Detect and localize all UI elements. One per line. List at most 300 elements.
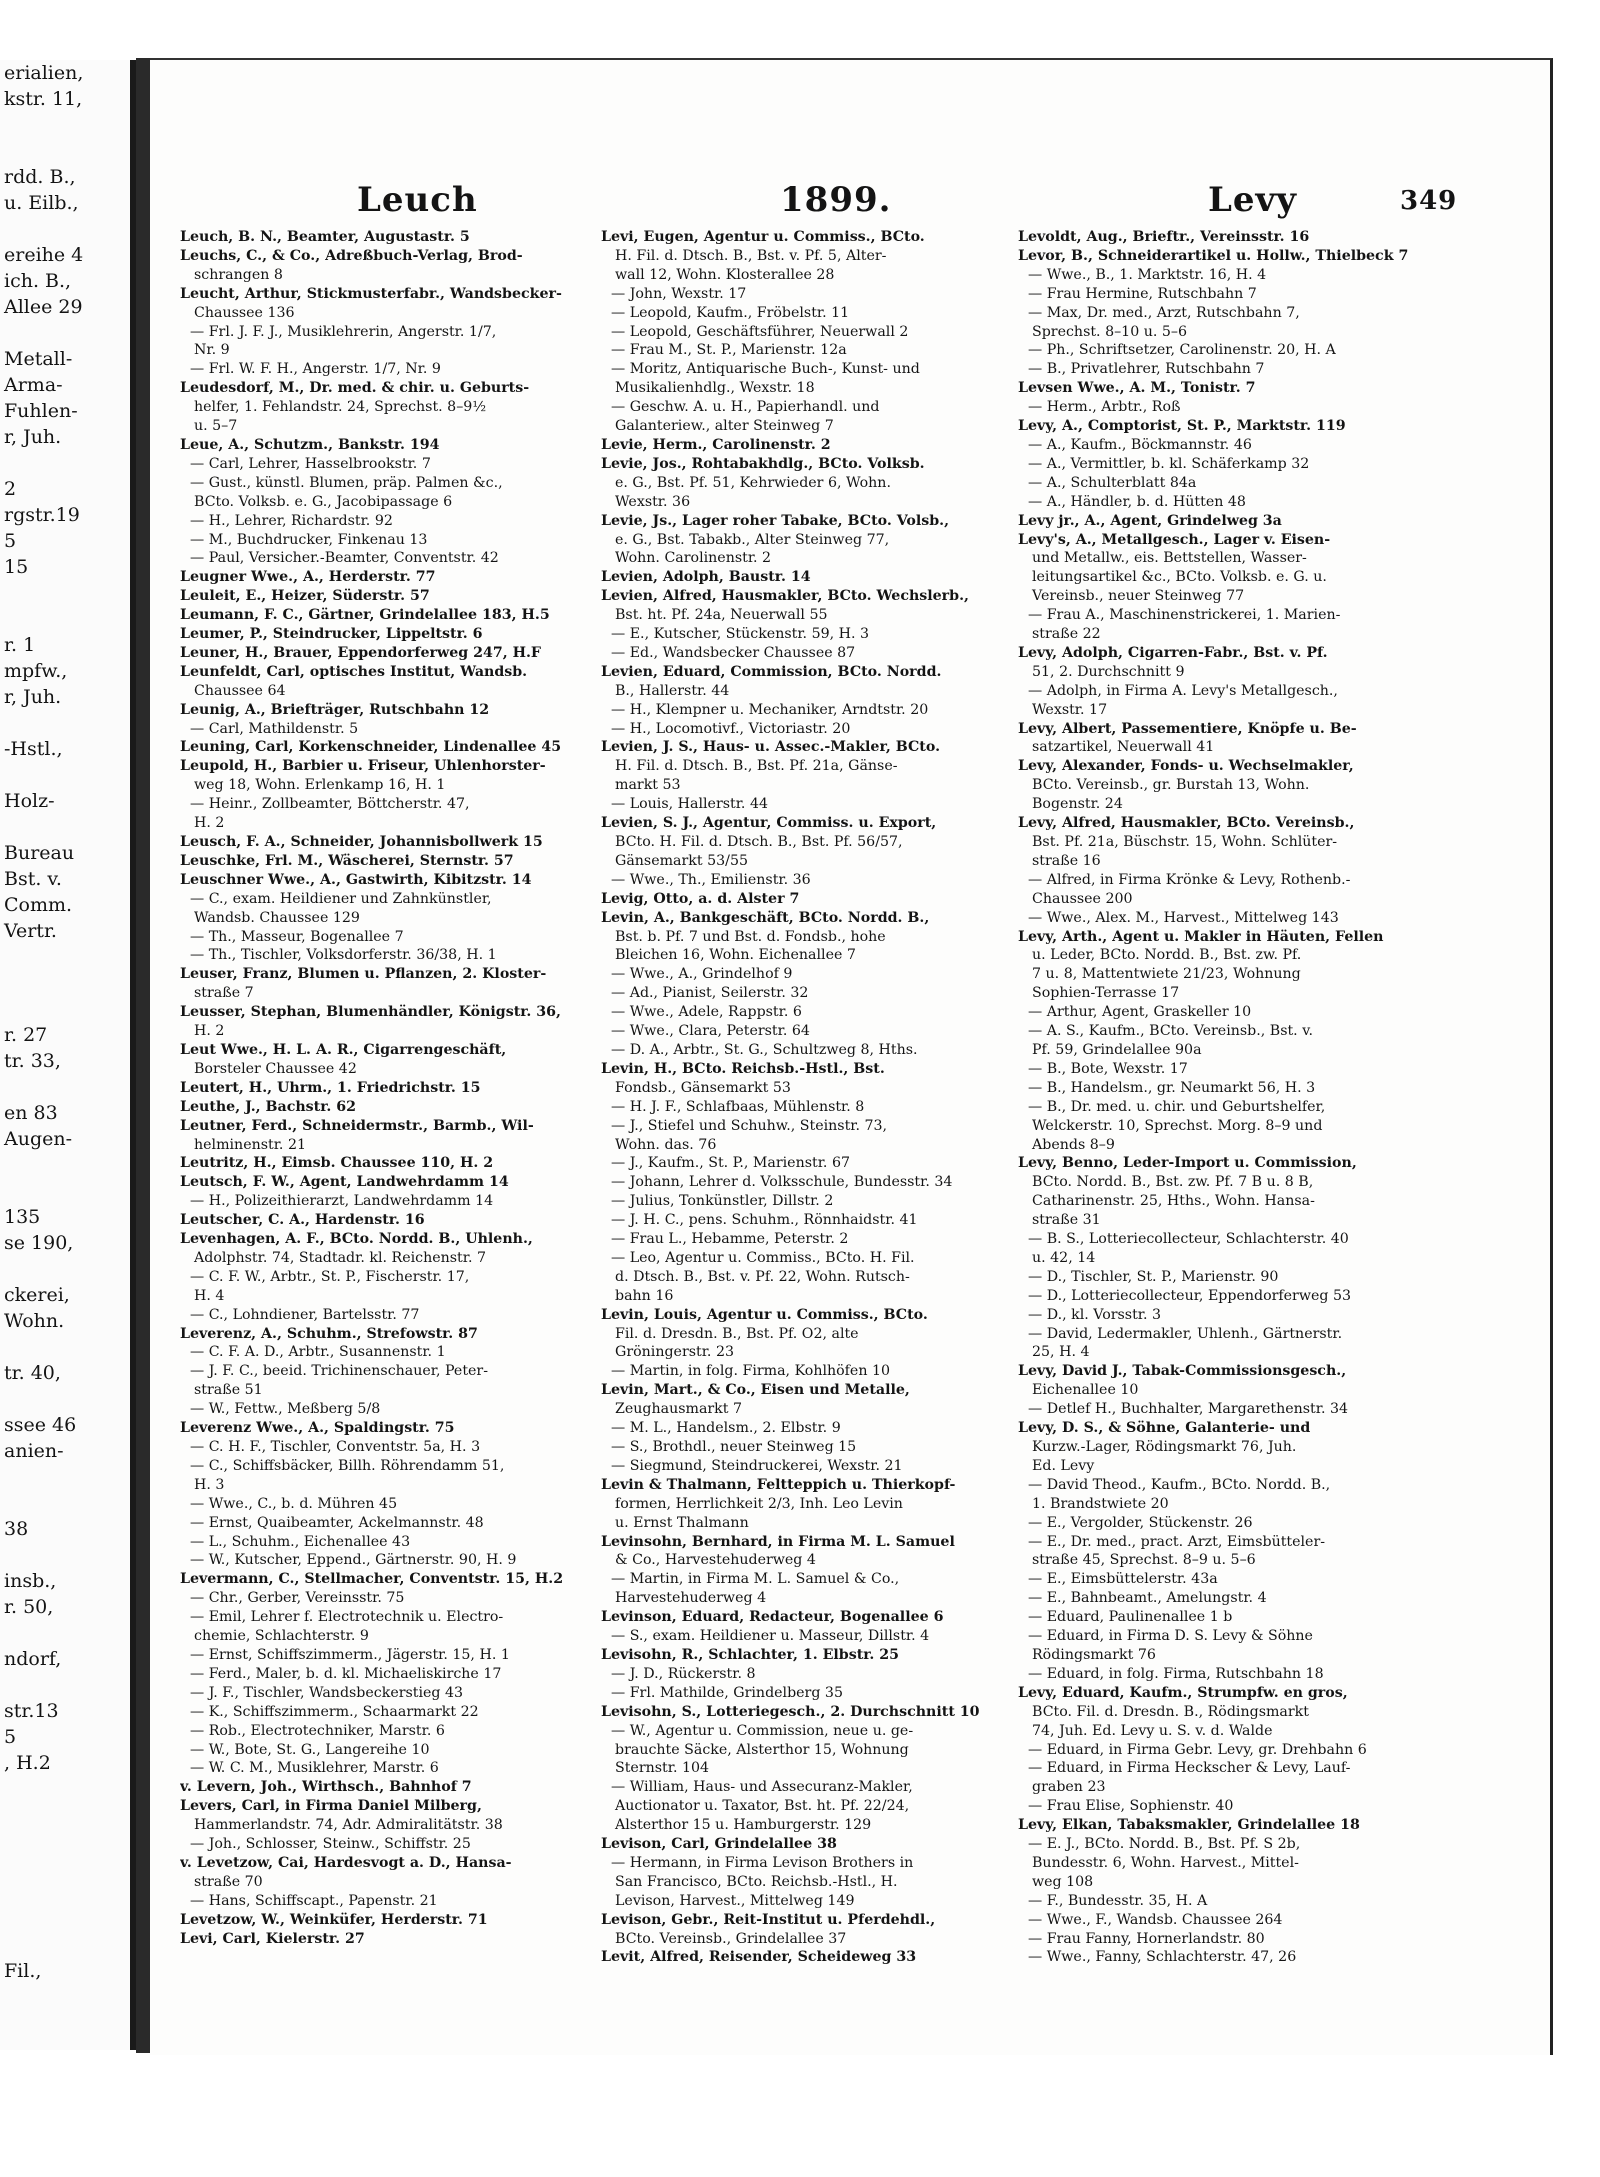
directory-entry-line: 1. Brandstwiete 20 [1032, 1495, 1169, 1512]
directory-entry-line: Leuser, Franz, Blumen u. Pflanzen, 2. Kloster- [180, 966, 547, 983]
directory-entry-line: Levie, Js., Lager roher Tabake, BCto. Volsb., [601, 512, 950, 529]
directory-entry-line: straße 45, Sprechst. 8–9 u. 5–6 [1032, 1552, 1256, 1569]
facing-page-line: ssee 46 [4, 1414, 77, 1436]
directory-entry-line: Levy, Benno, Leder-Import u. Commission, [1018, 1155, 1357, 1172]
directory-entry-line: — W. C. M., Musiklehrer, Marstr. 6 [190, 1760, 439, 1777]
directory-entry-line: e. G., Bst. Tabakb., Alter Steinweg 77, [615, 531, 890, 548]
directory-entry-line: B., Hallerstr. 44 [615, 682, 730, 699]
facing-page-line [0, 1178, 130, 1204]
directory-entry-line: Wexstr. 36 [615, 493, 691, 510]
facing-page-line: erialien, [4, 62, 84, 84]
directory-entry-line: BCto. Vereinsb., Grindelallee 37 [615, 1930, 847, 1947]
directory-entry-line: Bst. Pf. 21a, Büschstr. 15, Wohn. Schlüter- [1032, 834, 1338, 850]
facing-page-line [0, 1854, 130, 1880]
directory-entry-line: Levien, Eduard, Commission, BCto. Nordd. [601, 663, 942, 680]
facing-page-line: ndorf, [4, 1648, 62, 1670]
scan-top-margin [0, 0, 1600, 55]
directory-entry-line: und Metallw., eis. Bettstellen, Wasser- [1032, 550, 1307, 567]
directory-entry-line: — Th., Masseur, Bogenallee 7 [190, 928, 404, 945]
directory-entry-line: — H., Klempner u. Mechaniker, Arndtstr. 20 [611, 701, 929, 718]
running-head-left: Leuch [357, 180, 478, 220]
directory-column-left [180, 228, 585, 2028]
directory-entry-line: Vereinsb., neuer Steinweg 77 [1032, 588, 1245, 605]
directory-entry-line: — W., Fettw., Meßberg 5/8 [190, 1401, 381, 1418]
directory-entry-line: — Hans, Schiffscapt., Papenstr. 21 [190, 1892, 438, 1909]
directory-entry-line: — Frau M., St. P., Marienstr. 12a [611, 342, 847, 359]
directory-entry-line: San Francisco, BCto. Reichsb.-Hstl., H. [615, 1873, 898, 1890]
directory-entry-line: straße 16 [1032, 852, 1101, 869]
directory-entry-line: — Ed., Wandsbecker Chaussee 87 [611, 644, 856, 661]
directory-entry-line: — Eduard, in Firma Gebr. Levy, gr. Drehbahn 6 [1028, 1741, 1367, 1758]
facing-page-line: Fil., [4, 1960, 42, 1982]
directory-entry-line: — Eduard, in folg. Firma, Rutschbahn 18 [1028, 1665, 1324, 1682]
directory-entry-line: Zeughausmarkt 7 [615, 1401, 743, 1418]
facing-page-line [0, 1334, 130, 1360]
directory-entry-line: — M., Buchdrucker, Finkenau 13 [190, 531, 428, 548]
directory-entry-line: — H., Polizeithierarzt, Landwehrdamm 14 [190, 1193, 494, 1210]
directory-entry-line: — B., Privatlehrer, Rutschbahn 7 [1028, 361, 1265, 378]
directory-entry-line: — Wwe., Alex. M., Harvest., Mittelweg 143 [1028, 909, 1339, 926]
directory-entry-line: — E. J., BCto. Nordd. B., Bst. Pf. S 2b, [1028, 1836, 1301, 1853]
directory-entry-line: — W., Bote, St. G., Langereihe 10 [190, 1741, 430, 1758]
directory-entry-line: — L., Schuhm., Eichenallee 43 [190, 1533, 411, 1550]
directory-entry-line: — Eduard, Paulinenallee 1 b [1028, 1609, 1233, 1626]
facing-page-line [0, 1906, 130, 1932]
directory-entry-line: — C., Lohndiener, Bartelsstr. 77 [190, 1306, 420, 1323]
directory-entry-line: Levin, Mart., & Co., Eisen und Metalle, [601, 1382, 910, 1399]
directory-entry-line: Leunig, A., Briefträger, Rutschbahn 12 [180, 701, 490, 718]
directory-entry-line: Fondsb., Gänsemarkt 53 [615, 1079, 791, 1096]
directory-entry-line: — Leo, Agentur u. Commiss., BCto. H. Fil. [611, 1249, 915, 1266]
directory-entry-line: Levinson, Eduard, Redacteur, Bogenallee 6 [601, 1609, 944, 1626]
directory-entry-line: Levy, David J., Tabak-Commissionsgesch., [1018, 1363, 1347, 1380]
directory-entry-line: weg 18, Wohn. Erlenkamp 16, H. 1 [194, 777, 446, 794]
directory-entry-line: — A., Schulterblatt 84a [1028, 474, 1197, 491]
directory-entry-line: Levinsohn, Bernhard, in Firma M. L. Samuel [601, 1533, 955, 1550]
directory-entry-line: — Leopold, Geschäftsführer, Neuerwall 2 [611, 323, 909, 340]
facing-page-line: u. Eilb., [4, 192, 79, 214]
directory-entry-line: 25, H. 4 [1032, 1344, 1090, 1361]
directory-entry-line: — Frau Hermine, Rutschbahn 7 [1028, 285, 1257, 302]
directory-entry-line: Sternstr. 104 [615, 1760, 710, 1777]
directory-entry-line: — Wwe., B., 1. Marktstr. 16, H. 4 [1028, 266, 1267, 283]
directory-entry-line: Levoldt, Aug., Brieftr., Vereinsstr. 16 [1018, 229, 1310, 245]
directory-entry-line: — Joh., Schlosser, Steinw., Schiffstr. 25 [190, 1836, 471, 1853]
directory-entry-line: Levy, D. S., & Söhne, Galanterie- und [1018, 1420, 1311, 1437]
directory-entry-line: Levetzow, W., Weinküfer, Herderstr. 71 [180, 1911, 488, 1928]
directory-entry-line: Auctionator u. Taxator, Bst. ht. Pf. 22/24, [615, 1798, 910, 1815]
directory-entry-line: — Wwe., Th., Emilienstr. 36 [611, 871, 811, 888]
directory-entry-line: — H., Lehrer, Richardstr. 92 [190, 512, 393, 529]
facing-page-line [0, 1386, 130, 1412]
directory-entry-line: — C. H. F., Tischler, Conventstr. 5a, H. 3 [190, 1439, 481, 1455]
directory-entry-line: Levien, S. J., Agentur, Commiss. u. Export, [601, 815, 937, 832]
directory-entry-line: — J. H. C., pens. Schuhm., Rönnhaidstr. 41 [611, 1212, 918, 1229]
facing-page-line: ich. B., [4, 270, 72, 292]
facing-page-line: tr. 40, [4, 1362, 61, 1384]
directory-entry-line: — A., Händler, b. d. Hütten 48 [1028, 493, 1246, 510]
directory-entry-line: — Frau Fanny, Hornerlandstr. 80 [1028, 1930, 1265, 1947]
directory-entry-line: — Wwe., A., Grindelhof 9 [611, 966, 793, 983]
directory-entry-line: Levin & Thalmann, Feltteppich u. Thierkopf- [601, 1476, 956, 1493]
directory-entry-line: — Johann, Lehrer d. Volksschule, Bundesstr. 34 [611, 1174, 953, 1191]
directory-entry-line: Pf. 59, Grindelallee 90a [1032, 1041, 1202, 1058]
directory-entry-line: Levisohn, R., Schlachter, 1. Elbstr. 25 [601, 1646, 900, 1663]
directory-entry-line: — D., kl. Vorsstr. 3 [1028, 1306, 1162, 1323]
directory-entry-line: — Heinr., Zollbeamter, Böttcherstr. 47, [190, 796, 470, 813]
directory-entry-line: Leumer, P., Steindrucker, Lippeltstr. 6 [180, 626, 483, 643]
directory-entry-line: — W., Agentur u. Commission, neue u. ge- [611, 1722, 914, 1739]
directory-entry-line: H. 3 [194, 1476, 225, 1493]
directory-entry-line: — Frau L., Hebamme, Peterstr. 2 [611, 1231, 849, 1248]
directory-entry-line: — Leopold, Kaufm., Fröbelstr. 11 [611, 304, 850, 321]
directory-entry-line: Rödingsmarkt 76 [1032, 1646, 1156, 1663]
directory-entry-line: Levor, B., Schneiderartikel u. Hollw., Thielbeck 7 [1018, 247, 1409, 264]
directory-entry-line: Levy, A., Comptorist, St. P., Marktstr. 119 [1018, 418, 1346, 435]
facing-page-line: Allee 29 [4, 296, 83, 318]
directory-entry-line: u. Leder, BCto. Nordd. B., Bst. zw. Pf. [1032, 947, 1302, 964]
directory-entry-line: Levy, Adolph, Cigarren-Fabr., Bst. v. Pf. [1018, 644, 1328, 661]
directory-entry-line: — D., Lotteriecollecteur, Eppendorferweg 53 [1028, 1287, 1352, 1304]
directory-entry-line: Leverenz Wwe., A., Spaldingstr. 75 [180, 1420, 455, 1437]
directory-entry-line: — E., Eimsbüttelerstr. 43a [1028, 1571, 1218, 1588]
directory-entry-line: Levien, J. S., Haus- u. Assec.-Makler, BCto. [601, 739, 941, 756]
directory-entry-line: 7 u. 8, Mattentwiete 21/23, Wohnung [1032, 966, 1301, 983]
facing-page-line [0, 450, 130, 476]
facing-page-line [0, 762, 130, 788]
directory-entry-line: Leverenz, A., Schuhm., Strefowstr. 87 [180, 1325, 478, 1342]
directory-entry-line: formen, Herrlichkeit 2/3, Inh. Leo Levin [615, 1495, 903, 1512]
directory-entry-line: BCto. Fil. d. Dresdn. B., Rödingsmarkt [1032, 1703, 1309, 1720]
facing-page-line: Fuhlen- [4, 400, 78, 422]
directory-entry-line: — Frl. Mathilde, Grindelberg 35 [611, 1684, 843, 1701]
directory-entry-line: Bundesstr. 6, Wohn. Harvest., Mittel- [1032, 1854, 1299, 1871]
facing-page-line [0, 1932, 130, 1958]
facing-page-line: kstr. 11, [4, 88, 83, 110]
directory-entry-line: Leusser, Stephan, Blumenhändler, Königstr. 36, [180, 1004, 561, 1021]
directory-entry-line: Levison, Carl, Grindelallee 38 [601, 1836, 837, 1853]
directory-entry-line: Levie, Herm., Carolinenstr. 2 [601, 436, 831, 453]
page-number: 349 [1400, 186, 1458, 216]
running-head-year: 1899. [780, 180, 892, 220]
directory-entry-line: Levermann, C., Stellmacher, Conventstr. 15, H.2 [180, 1571, 564, 1588]
directory-entry-line: — M. L., Handelsm., 2. Elbstr. 9 [611, 1420, 841, 1437]
directory-entry-line: Levy, Alfred, Hausmakler, BCto. Vereinsb., [1018, 815, 1355, 832]
directory-entry-line: H. 2 [194, 1023, 225, 1040]
directory-entry-line: — S., exam. Heildiener u. Masseur, Dillstr. 4 [611, 1628, 930, 1645]
facing-page-line [0, 710, 130, 736]
directory-entry-line: Wexstr. 17 [1032, 701, 1108, 718]
directory-entry-line: H. 4 [194, 1287, 225, 1304]
facing-page-line: rdd. B., [4, 166, 76, 188]
directory-entry-line: — D. A., Arbtr., St. G., Schultzweg 8, Hths. [611, 1041, 918, 1058]
directory-entry-line: — W., Kutscher, Eppend., Gärtnerstr. 90, H. 9 [190, 1552, 517, 1569]
directory-entry-line: — C. F. W., Arbtr., St. P., Fischerstr. 17, [190, 1268, 470, 1285]
facing-page-line: r. 27 [4, 1024, 48, 1046]
directory-entry-line: e. G., Bst. Pf. 51, Kehrwieder 6, Wohn. [615, 474, 891, 491]
directory-entry-line: Welckerstr. 10, Sprechst. Morg. 8–9 und [1032, 1117, 1323, 1134]
facing-page-line [0, 1464, 130, 1490]
directory-entry-line: — Frau Elise, Sophienstr. 40 [1028, 1798, 1234, 1815]
directory-entry-line: Levy, Eduard, Kaufm., Strumpfw. en gros, [1018, 1684, 1348, 1701]
directory-entry-line: Levien, Alfred, Hausmakler, BCto. Wechslerb., [601, 588, 969, 605]
directory-entry-line: Levison, Gebr., Reit-Institut u. Pferdehdl., [601, 1911, 936, 1928]
directory-entry-line: Levenhagen, A. F., BCto. Nordd. B., Uhlenh., [180, 1231, 533, 1248]
facing-page-line: Metall- [4, 348, 73, 370]
directory-entry-line: — J. F. C., beeid. Trichinenschauer, Peter- [190, 1363, 488, 1380]
directory-entry-line: 74, Juh. Ed. Levy u. S. v. d. Walde [1032, 1722, 1273, 1739]
facing-page-line: r. 50, [4, 1596, 54, 1618]
directory-entry-line: Bogenstr. 24 [1032, 796, 1123, 813]
directory-entry-line: — Carl, Mathildenstr. 5 [190, 720, 359, 737]
directory-entry-line: Leue, A., Schutzm., Bankstr. 194 [180, 436, 440, 453]
directory-entry-line: Levy's, A., Metallgesch., Lager v. Eisen- [1018, 531, 1331, 548]
facing-page-line: Arma- [4, 374, 63, 396]
directory-entry-line: schrangen 8 [194, 266, 283, 283]
directory-entry-line: Nr. 9 [194, 342, 230, 359]
directory-entry-line: d. Dtsch. B., Bst. v. Pf. 22, Wohn. Rutsch- [615, 1268, 910, 1285]
facing-page-line: anien- [4, 1440, 64, 1462]
directory-entry-line: Galanteriew., alter Steinweg 7 [615, 418, 834, 435]
directory-entry-line: Alsterthor 15 u. Hamburgerstr. 129 [615, 1817, 872, 1834]
facing-page-line: , H.2 [4, 1752, 51, 1774]
facing-page-line [0, 138, 130, 164]
directory-entry-line: Leudesdorf, M., Dr. med. & chir. u. Geburts- [180, 380, 530, 397]
directory-entry-line: Levin, A., Bankgeschäft, BCto. Nordd. B., [601, 909, 930, 926]
directory-entry-line: H. 2 [194, 815, 225, 832]
facing-page-line: Augen- [4, 1128, 73, 1150]
facing-page-line: Bst. v. [4, 868, 62, 890]
directory-entry-line: H. Fil. d. Dtsch. B., Bst. v. Pf. 5, Alter- [615, 247, 887, 264]
directory-entry-line: Levien, Adolph, Baustr. 14 [601, 569, 811, 586]
directory-entry-line: graben 23 [1032, 1779, 1106, 1796]
directory-entry-line: BCto. Nordd. B., Bst. zw. Pf. 7 B u. 8 B, [1032, 1174, 1314, 1191]
directory-entry-line: BCto. Vereinsb., gr. Burstah 13, Wohn. [1032, 777, 1310, 794]
directory-entry-line: Leucht, Arthur, Stickmusterfabr., Wandsbecker- [180, 285, 562, 302]
directory-entry-line: — Alfred, in Firma Krönke & Levy, Rothenb.- [1028, 871, 1351, 888]
directory-entry-line: Levsen Wwe., A. M., Tonistr. 7 [1018, 380, 1256, 397]
directory-entry-line: BCto. Volksb. e. G., Jacobipassage 6 [194, 493, 453, 510]
directory-entry-line: — Adolph, in Firma A. Levy's Metallgesch., [1028, 682, 1338, 699]
directory-entry-line: — John, Wexstr. 17 [611, 285, 747, 302]
directory-entry-line: Gröningerstr. 23 [615, 1344, 735, 1361]
directory-entry-line: — Chr., Gerber, Vereinsstr. 75 [190, 1590, 405, 1607]
directory-entry-line: straße 7 [194, 985, 254, 1002]
directory-entry-line: — Frl. W. F. H., Angerstr. 1/7, Nr. 9 [190, 361, 441, 378]
facing-page-line [0, 1620, 130, 1646]
facing-page-line [0, 1672, 130, 1698]
directory-entry-line: Levy, Arth., Agent u. Makler in Häuten, Fellen [1018, 928, 1384, 945]
facing-page-line [0, 1776, 130, 1802]
directory-entry-line: — Ernst, Schiffszimmerm., Jägerstr. 15, H. 1 [190, 1646, 510, 1663]
directory-entry-line: — H. J. F., Schlafbaas, Mühlenstr. 8 [611, 1098, 865, 1115]
directory-entry-line: — Wwe., Fanny, Schlachterstr. 47, 26 [1028, 1949, 1297, 1966]
directory-entry-line: Gänsemarkt 53/55 [615, 852, 748, 869]
facing-page-line: ckerei, [4, 1284, 70, 1306]
directory-entry-line: Levi, Eugen, Agentur u. Commiss., BCto. [601, 229, 925, 245]
directory-entry-line: Levisohn, S., Lotteriegesch., 2. Durchschnitt 10 [601, 1703, 980, 1720]
directory-entry-line: Levit, Alfred, Reisender, Scheideweg 33 [601, 1949, 917, 1966]
directory-entry-line: Levy, Elkan, Tabaksmakler, Grindelallee 18 [1018, 1817, 1360, 1834]
facing-page-line [0, 1074, 130, 1100]
directory-entry-line: — Louis, Hallerstr. 44 [611, 796, 768, 813]
directory-entry-line: Ed. Levy [1032, 1457, 1095, 1474]
directory-entry-line: Levison, Harvest., Mittelweg 149 [615, 1892, 855, 1909]
directory-entry-line: — A., Kaufm., Böckmannstr. 46 [1028, 436, 1252, 453]
facing-page-line: en 83 [4, 1102, 58, 1124]
directory-entry-line: — B., Dr. med. u. chir. und Geburtshelfer, [1028, 1098, 1326, 1115]
directory-entry-line: — Martin, in folg. Firma, Kohlhöfen 10 [611, 1363, 891, 1380]
directory-entry-line: Hammerlandstr. 74, Adr. Admiralitätstr. 38 [194, 1817, 503, 1834]
directory-entry-line: brauchte Säcke, Alsterthor 15, Wohnung [615, 1741, 909, 1758]
directory-entry-line: — Wwe., Clara, Peterstr. 64 [611, 1023, 810, 1040]
facing-page-line [0, 944, 130, 970]
directory-entry-line: — Julius, Tonkünstler, Dillstr. 2 [611, 1193, 834, 1210]
directory-entry-line: Fil. d. Dresdn. B., Bst. Pf. O2, alte [615, 1325, 859, 1342]
directory-entry-line: — S., Brothdl., neuer Steinweg 15 [611, 1439, 857, 1455]
directory-entry-line: — Wwe., Adele, Rappstr. 6 [611, 1004, 802, 1021]
directory-entry-line: Leusch, F. A., Schneider, Johannisbollwerk 15 [180, 834, 543, 850]
directory-entry-line: Sophien-Terrasse 17 [1032, 985, 1180, 1002]
directory-entry-line: Leupold, H., Barbier u. Friseur, Uhlenhorster- [180, 758, 546, 775]
directory-entry-line: — E., Dr. med., pract. Arzt, Eimsbütteler- [1028, 1533, 1326, 1550]
directory-entry-line: chemie, Schlachterstr. 9 [194, 1628, 369, 1645]
directory-entry-line: — E., Kutscher, Stückenstr. 59, H. 3 [611, 626, 870, 643]
directory-entry-line: — K., Schiffszimmerm., Schaarmarkt 22 [190, 1703, 479, 1720]
facing-page-line: 15 [4, 556, 29, 578]
facing-page-line: r. 1 [4, 634, 36, 656]
facing-page-line: Bureau [4, 842, 75, 864]
directory-entry-line: — Detlef H., Buchhalter, Margarethenstr. 34 [1028, 1401, 1349, 1418]
directory-entry-line: — Frau A., Maschinenstrickerei, 1. Marien- [1028, 607, 1341, 624]
directory-entry-line: Bst. ht. Pf. 24a, Neuerwall 55 [615, 607, 828, 624]
directory-entry-line: — H., Locomotivf., Victoriastr. 20 [611, 720, 851, 737]
facing-page-line [0, 320, 130, 346]
directory-entry-line: bahn 16 [615, 1287, 674, 1304]
directory-entry-line: — Carl, Lehrer, Hasselbrookstr. 7 [190, 455, 431, 472]
directory-entry-line: — Frl. J. F. J., Musiklehrerin, Angerstr. 1/7, [190, 323, 497, 340]
facing-page-line [0, 1152, 130, 1178]
directory-entry-line: — Emil, Lehrer f. Electrotechnik u. Electro- [190, 1609, 504, 1626]
directory-entry-line: Leuschke, Frl. M., Wäscherei, Sternstr. 57 [180, 852, 514, 869]
book-gutter [136, 58, 150, 2053]
directory-entry-line: BCto. H. Fil. d. Dtsch. B., Bst. Pf. 56/57, [615, 834, 903, 850]
facing-page-line: insb., [4, 1570, 57, 1592]
facing-page-line: 135 [4, 1206, 41, 1228]
directory-entry-line: Levin, H., BCto. Reichsb.-Hstl., Bst. [601, 1060, 885, 1077]
directory-entry-line: — Geschw. A. u. H., Papierhandl. und [611, 399, 880, 416]
facing-page-line: -Hstl., [4, 738, 63, 760]
directory-entry-line: — Ferd., Maler, b. d. kl. Michaeliskirche 17 [190, 1665, 502, 1682]
directory-entry-line: straße 22 [1032, 626, 1101, 643]
directory-entry-line: Leuschner Wwe., A., Gastwirth, Kibitzstr. 14 [180, 871, 532, 888]
directory-entry-line: Wandsb. Chaussee 129 [194, 909, 360, 926]
directory-entry-line: Levers, Carl, in Firma Daniel Milberg, [180, 1798, 482, 1815]
facing-page-line [0, 1542, 130, 1568]
facing-page-line [0, 814, 130, 840]
facing-page-line [0, 1880, 130, 1906]
directory-entry-line: — E., Bahnbeamt., Amelungstr. 4 [1028, 1590, 1267, 1607]
directory-entry-line: Bst. b. Pf. 7 und Bst. d. Fondsb., hohe [615, 928, 886, 945]
directory-entry-line: Harvestehuderweg 4 [615, 1590, 767, 1607]
directory-entry-line: — C. F. A. D., Arbtr., Susannenstr. 1 [190, 1344, 446, 1361]
directory-entry-line: markt 53 [615, 777, 681, 794]
facing-page-line: ereihe 4 [4, 244, 84, 266]
facing-page-line [0, 112, 130, 138]
facing-page-line [0, 996, 130, 1022]
directory-entry-line: — Hermann, in Firma Levison Brothers in [611, 1854, 914, 1871]
directory-entry-line: — A. S., Kaufm., BCto. Vereinsb., Bst. v. [1028, 1023, 1314, 1040]
facing-page-line: r, Juh. [4, 686, 62, 708]
running-head-right: Levy [1208, 180, 1298, 220]
directory-entry-line: Wohn. Carolinenstr. 2 [615, 550, 772, 567]
directory-entry-line: Leutritz, H., Eimsb. Chaussee 110, H. 2 [180, 1155, 494, 1172]
directory-entry-line: — Herm., Arbtr., Roß [1028, 399, 1181, 416]
directory-entry-line: satzartikel, Neuerwall 41 [1032, 739, 1215, 756]
facing-page-line [0, 216, 130, 242]
directory-entry-line: Adolphstr. 74, Stadtadr. kl. Reichenstr. 7 [194, 1249, 487, 1266]
directory-entry-line: Levy, Alexander, Fonds- u. Wechselmakler, [1018, 758, 1354, 775]
facing-page-line: Holz- [4, 790, 55, 812]
directory-column-right [1018, 228, 1418, 2028]
facing-page-line: r, Juh. [4, 426, 62, 448]
directory-column-middle [601, 228, 1001, 2028]
directory-entry-line: Levin, Louis, Agentur u. Commiss., BCto. [601, 1306, 928, 1323]
directory-entry-line: Chaussee 64 [194, 682, 286, 699]
facing-page-line: rgstr.19 [4, 504, 80, 526]
facing-page-line: 5 [4, 530, 17, 552]
directory-entry-line: — Wwe., C., b. d. Mühren 45 [190, 1495, 398, 1512]
directory-entry-line: Leunfeldt, Carl, optisches Institut, Wandsb. [180, 663, 528, 680]
directory-entry-line: Chaussee 136 [194, 304, 295, 321]
directory-entry-line: — Gust., künstl. Blumen, präp. Palmen &c., [190, 474, 503, 491]
directory-entry-line: — Siegmund, Steindruckerei, Wexstr. 21 [611, 1457, 903, 1474]
directory-entry-line: — E., Vergolder, Stückenstr. 26 [1028, 1514, 1253, 1531]
directory-entry-line: — Paul, Versicher.-Beamter, Conventstr. 42 [190, 550, 499, 567]
directory-entry-line: Leutsch, F. W., Agent, Landwehrdamm 14 [180, 1174, 509, 1191]
directory-entry-line: leitungsartikel &c., BCto. Volksb. e. G. u. [1032, 569, 1327, 586]
directory-entry-line: straße 51 [194, 1382, 263, 1399]
directory-entry-line: u. Ernst Thalmann [615, 1514, 749, 1531]
directory-entry-line: Levy jr., A., Agent, Grindelweg 3a [1018, 512, 1282, 529]
directory-entry-line: Leuner, H., Brauer, Eppendorferweg 247, H.F [180, 644, 541, 661]
directory-entry-line: — Eduard, in Firma Heckscher & Levy, Lauf- [1028, 1760, 1351, 1777]
directory-entry-line: — Arthur, Agent, Graskeller 10 [1028, 1004, 1252, 1021]
directory-entry-line: v. Levetzow, Cai, Hardesvogt a. D., Hansa- [180, 1854, 512, 1871]
facing-page-fragment [0, 60, 136, 2050]
directory-entry-line: Levi, Carl, Kielerstr. 27 [180, 1930, 365, 1947]
directory-entry-line: — Ernst, Quaibeamter, Ackelmannstr. 48 [190, 1514, 484, 1531]
directory-entry-line: Chaussee 200 [1032, 890, 1133, 907]
directory-entry-line: 51, 2. Durchschnitt 9 [1032, 663, 1185, 680]
directory-entry-line: Kurzw.-Lager, Rödingsmarkt 76, Juh. [1032, 1439, 1297, 1455]
directory-entry-line: — J. F., Tischler, Wandsbeckerstieg 43 [190, 1684, 464, 1701]
directory-entry-line: — C., Schiffsbäcker, Billh. Röhrendamm 51, [190, 1457, 505, 1474]
directory-entry-line: weg 108 [1032, 1873, 1094, 1890]
directory-entry-line: straße 31 [1032, 1212, 1101, 1229]
directory-entry-line: — J., Kaufm., St. P., Marienstr. 67 [611, 1155, 850, 1172]
directory-entry-line: Levy, Albert, Passementiere, Knöpfe u. Be- [1018, 720, 1357, 737]
directory-entry-line: — Max, Dr. med., Arzt, Rutschbahn 7, [1028, 304, 1300, 321]
facing-page-line [0, 1802, 130, 1828]
facing-page-line: 2 [4, 478, 17, 500]
directory-entry-line: Levie, Jos., Rohtabakhdlg., BCto. Volksb. [601, 455, 925, 472]
directory-entry-line: — Rob., Electrotechniker, Marstr. 6 [190, 1722, 445, 1739]
directory-entry-line: wall 12, Wohn. Klosterallee 28 [615, 266, 835, 283]
directory-entry-line: Leumann, F. C., Gärtner, Grindelallee 183, H.5 [180, 607, 550, 624]
facing-page-line: Vertr. [4, 920, 57, 942]
directory-entry-line: v. Levern, Joh., Wirthsch., Bahnhof 7 [180, 1779, 472, 1796]
